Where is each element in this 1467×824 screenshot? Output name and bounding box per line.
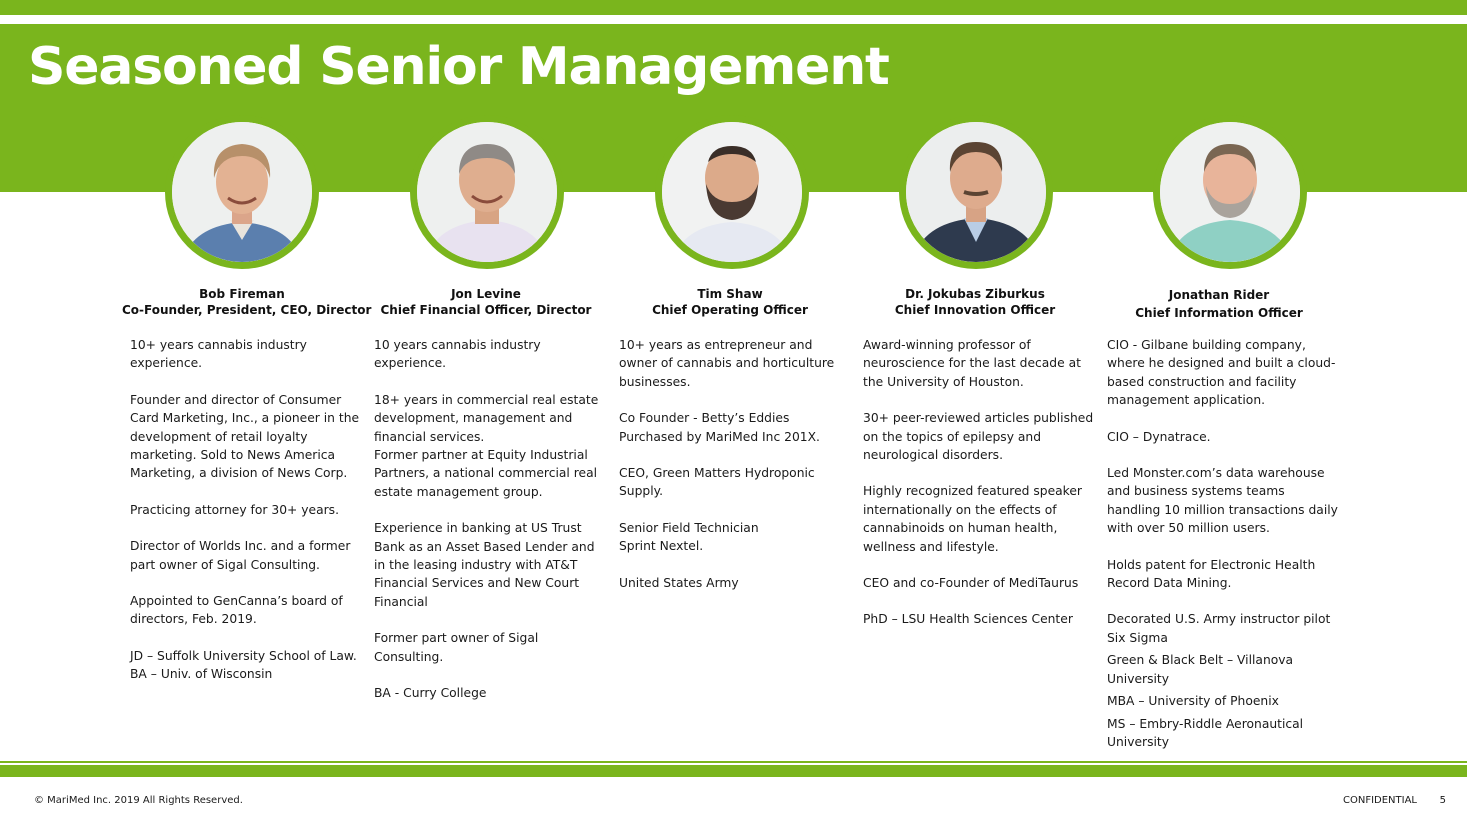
bio-paragraph: CEO, Green Matters Hydroponic Supply. <box>619 466 815 499</box>
top-accent-stripe <box>0 0 1467 15</box>
bio-tim-shaw <box>619 336 851 610</box>
bio-paragraph: Director of Worlds Inc. and a former part owner of Sigal Consulting. <box>130 539 351 572</box>
person-role: Co-Founder, President, CEO, Director <box>122 303 372 317</box>
bio-paragraph: 10+ years as entrepreneur and owner of cannabis and horticulture businesses. <box>619 338 835 389</box>
bio-paragraph: Senior Field Technician <box>619 520 759 535</box>
person-role: Chief Operating Officer <box>652 303 808 317</box>
bio-paragraph: 10 years cannabis industry experience. <box>374 338 541 371</box>
bio-paragraph: Green & Black Belt – Villanova University <box>1107 653 1294 686</box>
confidential-label: CONFIDENTIAL <box>1342 795 1417 806</box>
bio-paragraph: MS – Embry-Riddle Aeronautical University <box>1107 716 1304 749</box>
bio-paragraph: BA - Curry College <box>374 686 487 701</box>
bio-paragraph: Experience in banking at US Trust Bank as an Asset Based Lender and in the leasing industry with AT&T Financial Services and New Court Financial <box>374 521 595 609</box>
page-number: 5 <box>1439 795 1446 806</box>
bio-paragraph: Founder and director of Consumer Card Marketing, Inc., a pioneer in the development of retail loyalty marketing. Sold to News America Marketing, a division of News Corp. <box>130 392 360 481</box>
bio-bob-fireman <box>130 336 362 684</box>
slide-title: Seasoned Senior Management <box>28 37 889 97</box>
bio-paragraph: Former partner at Equity Industrial Partners, a national commercial real estate management group. <box>374 448 598 499</box>
bio-paragraph: CEO and co-Founder of MediTaurus <box>863 576 1079 591</box>
bio-paragraph: Appointed to GenCanna’s board of directors, Feb. 2019. <box>130 594 343 627</box>
bio-paragraph: Sprint Nextel. <box>619 539 704 554</box>
person-name: Bob Fireman <box>199 287 285 301</box>
bio-paragraph: Award-winning professor of neuroscience for the last decade at the University of Houston. <box>863 338 1081 389</box>
bio-paragraph: Practicing attorney for 30+ years. <box>130 502 339 517</box>
bio-paragraph: Led Monster.com’s data warehouse and business systems teams handling 10 million transactions daily with over 50 million users. <box>1107 466 1338 536</box>
bio-paragraph: 30+ peer-reviewed articles published on the topics of epilepsy and neurological disorders. <box>863 411 1094 463</box>
person-name: Jonathan Rider <box>1168 288 1270 302</box>
footer-divider <box>0 761 1467 763</box>
bio-jonathan-rider <box>1107 336 1339 751</box>
bio-paragraph: Holds patent for Electronic Health Record Data Mining. <box>1107 557 1316 591</box>
person-role: Chief Innovation Officer <box>894 303 1056 317</box>
footer-accent-band <box>0 765 1467 777</box>
bio-jon-levine <box>374 336 606 721</box>
bio-paragraph: CIO – Dynatrace. <box>1107 429 1211 444</box>
bio-paragraph: Highly recognized featured speaker internationally on the effects of cannabinoids on human health, wellness and lifestyle. <box>863 484 1082 554</box>
bob-fireman-photo <box>165 115 319 269</box>
top-white-gap <box>0 15 1467 24</box>
bio-paragraph: 18+ years in commercial real estate development, management and financial services. <box>374 392 599 444</box>
bio-paragraph: CIO - Gilbane building company, where he designed and built a cloud-based construction and facility management application. <box>1107 338 1336 408</box>
person-name: Dr. Jokubas Ziburkus <box>905 287 1045 301</box>
person-name: Tim Shaw <box>697 287 763 301</box>
jon-levine-photo <box>410 115 564 269</box>
bio-paragraph: PhD – LSU Health Sciences Center <box>863 612 1073 627</box>
bio-jokubas-ziburkus <box>863 336 1095 647</box>
jokubas-ziburkus-photo <box>899 115 1053 269</box>
person-role: Chief Information Officer <box>1135 306 1303 320</box>
person-role: Chief Financial Officer, Director <box>380 303 592 317</box>
bio-paragraph: United States Army <box>619 575 739 590</box>
bio-paragraph: Former part owner of Sigal Consulting. <box>374 631 539 664</box>
bio-paragraph: Decorated U.S. Army instructor pilot Six Sigma <box>1107 612 1331 645</box>
bio-paragraph: JD – Suffolk University School of Law. <box>130 648 357 663</box>
bio-paragraph: 10+ years cannabis industry experience. <box>130 338 307 371</box>
jonathan-rider-photo <box>1153 115 1307 269</box>
person-name: Jon Levine <box>451 287 521 301</box>
bio-paragraph: MBA – University of Phoenix <box>1107 694 1279 709</box>
bio-paragraph: BA – Univ. of Wisconsin <box>130 667 273 682</box>
copyright-text: © MariMed Inc. 2019 All Rights Reserved. <box>34 795 243 806</box>
tim-shaw-photo <box>655 115 809 269</box>
bio-paragraph: Co Founder - Betty’s Eddies Purchased by MariMed Inc 201X. <box>619 411 820 444</box>
